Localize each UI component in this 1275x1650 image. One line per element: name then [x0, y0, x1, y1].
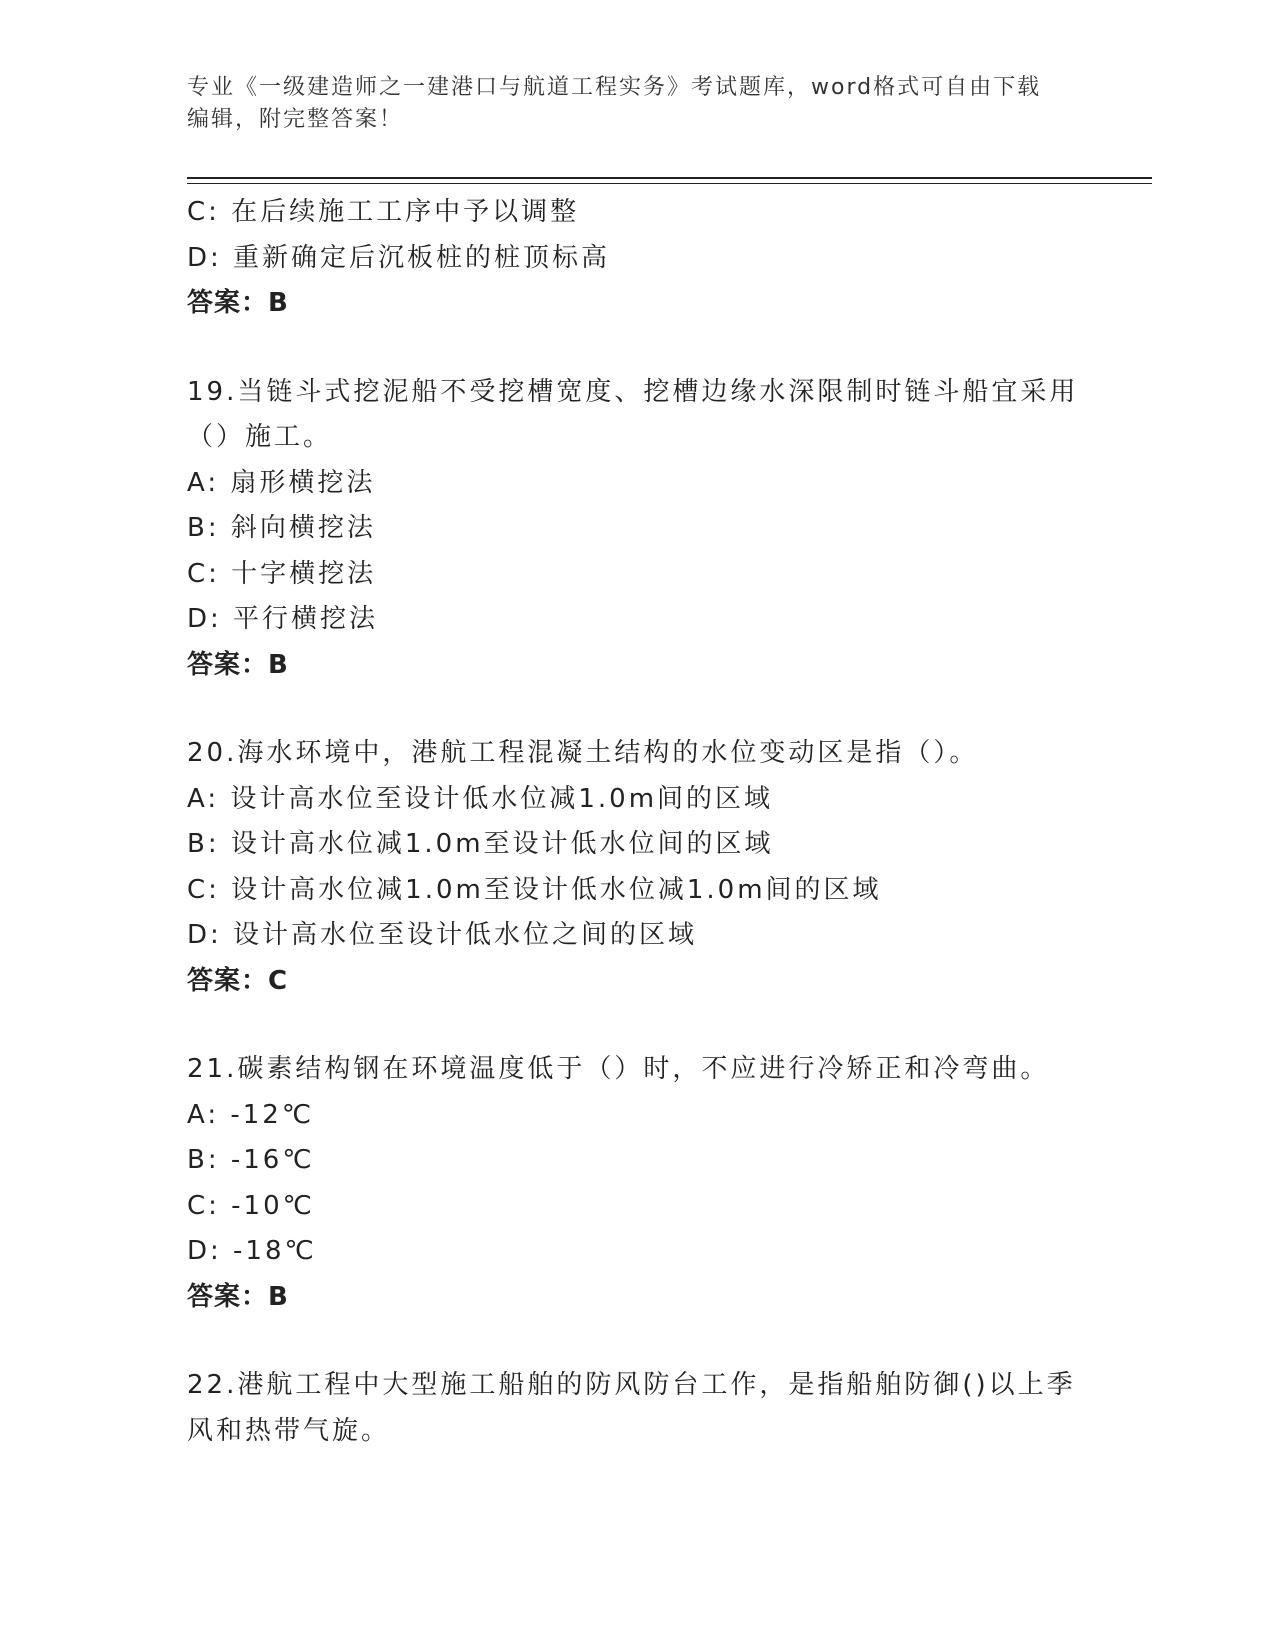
- question-list: [187, 190, 1147, 1454]
- answer-line: 答案：B: [187, 288, 289, 318]
- question-text: 21.碳素结构钢在环境温度低于（）时，不应进行冷矫正和冷弯曲。: [187, 1054, 1050, 1084]
- option-b: B: -16℃: [187, 1145, 315, 1175]
- option-c: C: 十字横挖法: [187, 558, 377, 589]
- answer-line: 答案：B: [187, 649, 289, 680]
- option-c: C: 设计高水位减1.0m至设计低水位减1.0m间的区域: [187, 874, 882, 905]
- option-a: A: 扇形横挖法: [187, 467, 376, 498]
- option-a: A: 设计高水位至设计低水位减1.0m间的区域: [187, 783, 774, 814]
- question-block-21: [187, 1047, 1147, 1320]
- option-a: A: -12℃: [187, 1099, 315, 1130]
- block-gap: [187, 1320, 1147, 1363]
- question-text-continued: （）施工。: [187, 422, 333, 452]
- header-line-1: 专业《一级建造师之一建港口与航道工程实务》考试题库，word格式可自由下载: [187, 75, 1042, 100]
- option-d: D: 重新确定后沉板桩的桩顶标高: [187, 242, 611, 273]
- question-text: 20.海水环境中，港航工程混凝土结构的水位变动区是指（）。: [187, 738, 979, 768]
- block-gap: [187, 327, 1147, 370]
- option-c: C: -10℃: [187, 1190, 315, 1221]
- block-gap: [187, 1004, 1147, 1047]
- answer-line: 答案：C: [187, 965, 289, 996]
- block-gap: [187, 688, 1147, 731]
- document-header: [187, 72, 1087, 136]
- header-line-2: 编辑，附完整答案！: [187, 107, 404, 132]
- header-divider-thin: [187, 183, 1152, 184]
- question-text: 22.港航工程中大型施工船舶的防风防台工作，是指船舶防御()以上季: [187, 1370, 1076, 1400]
- option-d: D: 设计高水位至设计低水位之间的区域: [187, 920, 698, 950]
- question-text: 19.当链斗式挖泥船不受挖槽宽度、挖槽边缘水深限制时链斗船宜采用: [187, 376, 1079, 407]
- question-block-22: [187, 1363, 1147, 1454]
- option-b: B: 设计高水位减1.0m至设计低水位间的区域: [187, 829, 774, 859]
- option-b: B: 斜向横挖法: [187, 513, 376, 543]
- answer-line: 答案：B: [187, 1281, 289, 1312]
- header-divider-thick: [187, 177, 1152, 179]
- question-block-20: [187, 731, 1147, 1004]
- question-block-18: [187, 190, 1147, 327]
- option-d: D: 平行横挖法: [187, 604, 379, 634]
- option-d: D: -18℃: [187, 1236, 317, 1266]
- option-c: C: 在后续施工工序中予以调整: [187, 197, 580, 227]
- question-text-continued: 风和热带气旋。: [187, 1415, 391, 1446]
- question-block-19: [187, 370, 1147, 689]
